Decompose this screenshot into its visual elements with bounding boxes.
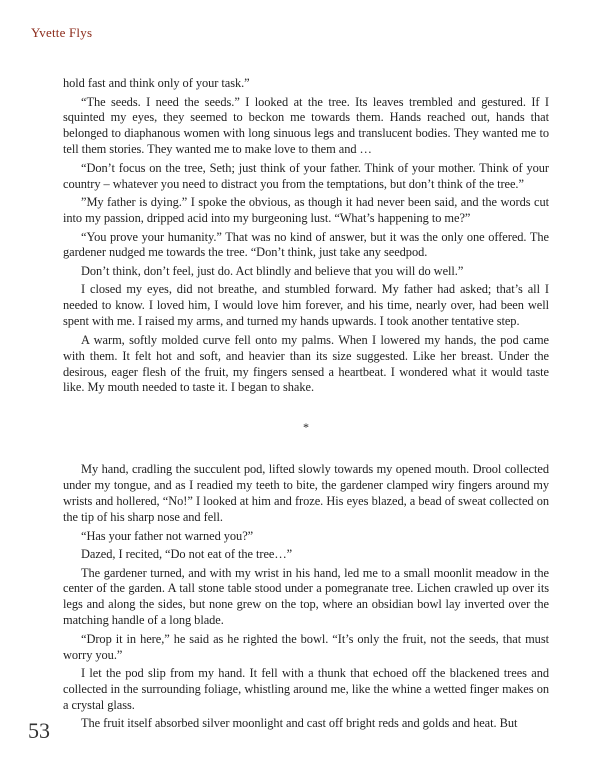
- paragraph: “Drop it in here,” he said as he righted the bowl. “It’s only the fruit, not the seeds, that must worry you.”: [63, 631, 549, 662]
- running-header-author: Yvette Flys: [31, 25, 93, 40]
- scene-break: *: [303, 420, 309, 435]
- paragraph: Don’t think, don’t feel, just do. Act blindly and believe that you will do well.”: [81, 263, 464, 278]
- page-number: 53: [28, 718, 50, 743]
- paragraph: “Has your father not warned you?”: [81, 528, 254, 543]
- paragraph: I closed my eyes, did not breathe, and stumbled forward. My father had asked; that’s all I needed to know. I loved him, I would love him forever, and his time, nearly over, had been well spent with me. I raised my arms, and turned my hands upwards. I took another tentative step.: [63, 282, 549, 329]
- paragraph: I let the pod slip from my hand. It fell with a thunk that echoed off the blackened trees and collected in the surrounding foliage, whistling around me, like the whine a wetted finger makes on a crystal glass.: [63, 666, 549, 712]
- body-text: [63, 76, 549, 735]
- paragraph: “You prove your humanity.” That was no kind of answer, but it was the only one offered. The gardener nudged me towards the tree. “Don’t think, just take any seedpod.: [63, 229, 549, 260]
- paragraph: “The seeds. I need the seeds.” I looked at the tree. Its leaves trembled and gestured. If I squinted my eyes, they seemed to beckon me towards them. Hands reached out, hands that belonged to diaphanous women with long sinuous legs and translucent bodies. They wanted me to tell them stories. They wanted me to make love to them and …: [63, 94, 549, 157]
- paragraph: “Don’t focus on the tree, Seth; just think of your father. Think of your mother. Think of your country – whatever you need to distract you from the temptations, but don’t think of the tree.”: [63, 160, 549, 191]
- paragraph: ”My father is dying.” I spoke the obvious, as though it had never been said, and the words cut into my passion, dripped acid into my burgeoning lust. “What’s happening to me?”: [63, 195, 549, 226]
- paragraph: Dazed, I recited, “Do not eat of the tree…”: [81, 547, 293, 561]
- paragraph: The fruit itself absorbed silver moonlight and cast off bright reds and golds and heat. But: [81, 716, 518, 731]
- paragraph: hold fast and think only of your task.”: [63, 76, 250, 90]
- paragraph: My hand, cradling the succulent pod, lifted slowly towards my opened mouth. Drool collected under my tongue, and as I readied my teeth to bite, the gardener clamped wiry fingers around my wrists and hollered, “No!” I looked at him and froze. His eyes blazed, a bead of sweat collected on the tip of his sharp nose and fell.: [63, 462, 549, 524]
- paragraph: A warm, softly molded curve fell onto my palms. When I lowered my hands, the pod came with them. It felt hot and soft, and heavier than its size suggested. Like her breast. Under the desirous, eager flesh of the fruit, my fingers sensed a heartbeat. I wondered what it would taste like. My mouth needed to taste it. I began to shake.: [63, 332, 549, 395]
- paragraph: The gardener turned, and with my wrist in his hand, led me to a small moonlit meadow in the center of the garden. A tall stone table stood under a pomegranate tree. Lichen crawled up over its legs and along the sides, but none grew on the top, where an obsidian bowl lay inverted over the matching handle of a long blade.: [63, 565, 549, 628]
